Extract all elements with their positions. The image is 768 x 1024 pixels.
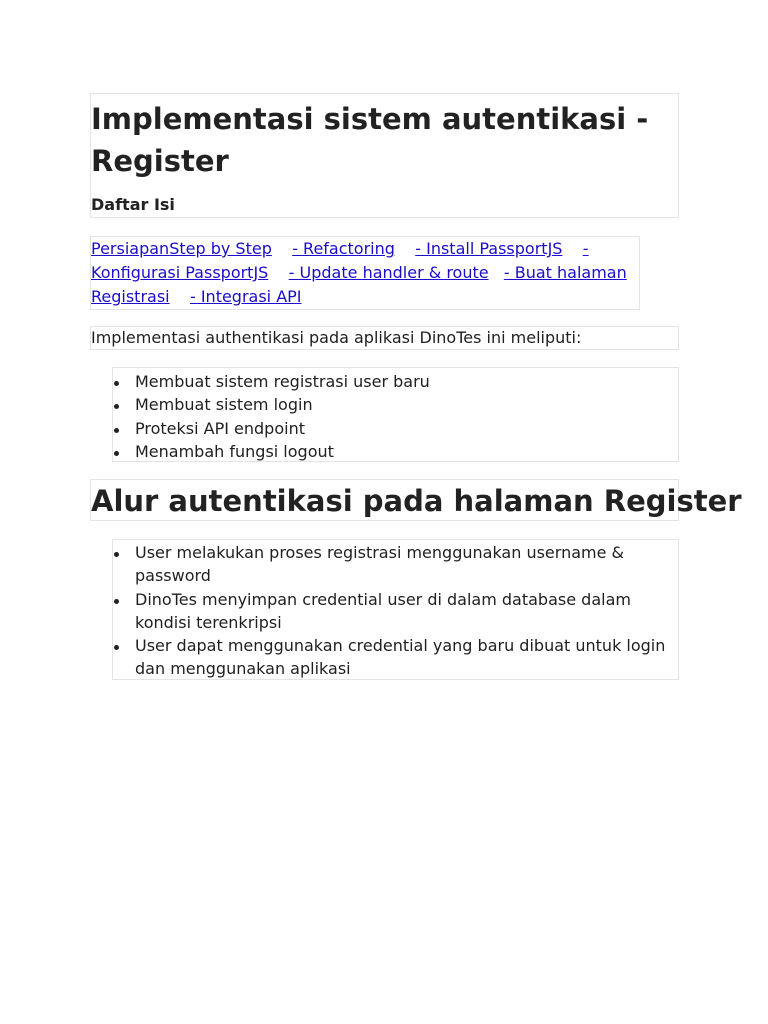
- toc-link-step-by-step[interactable]: Step by Step: [169, 239, 272, 258]
- list-item: User melakukan proses registrasi menggunakan username & password: [135, 541, 678, 588]
- intro-paragraph: [90, 326, 679, 350]
- toc-link-install-passportjs[interactable]: - Install PassportJS: [415, 239, 563, 258]
- toc-link-konfigurasi-passportjs[interactable]: - Konfigurasi PassportJS: [91, 239, 589, 282]
- title-section: [90, 93, 679, 218]
- list-item: User dapat menggunakan credential yang baru dibuat untuk login dan menggunakan aplikasi: [135, 634, 678, 681]
- list-item: DinoTes menyimpan credential user di dalam database dalam kondisi terenkripsi: [135, 588, 678, 635]
- toc-link-buat-halaman-registrasi[interactable]: - Buat halaman Registrasi: [91, 263, 627, 306]
- list-item: Membuat sistem login: [135, 393, 678, 416]
- toc-link-persiapan[interactable]: Persiapan: [91, 239, 170, 258]
- toc-link-update-handler-route[interactable]: - Update handler & route: [288, 263, 489, 282]
- toc-link-refactoring[interactable]: - Refactoring: [292, 239, 395, 258]
- list-item: Proteksi API endpoint: [135, 417, 678, 440]
- list-item: Menambah fungsi logout: [135, 440, 678, 463]
- intro-text: Implementasi authentikasi pada aplikasi DinoTes ini meliputi:: [91, 328, 582, 347]
- section-heading-box: [90, 479, 742, 521]
- toc-heading: Daftar Isi: [91, 195, 175, 214]
- list-item: Membuat sistem registrasi user baru: [135, 370, 678, 393]
- section-heading: Alur autentikasi pada halaman Register: [91, 484, 742, 518]
- page-title: Implementasi sistem autentikasi - Register: [91, 102, 649, 178]
- auth-flow-list: [112, 539, 679, 680]
- table-of-contents: [90, 236, 640, 310]
- toc-link-integrasi-api[interactable]: - Integrasi API: [189, 287, 302, 306]
- features-list: [112, 367, 679, 462]
